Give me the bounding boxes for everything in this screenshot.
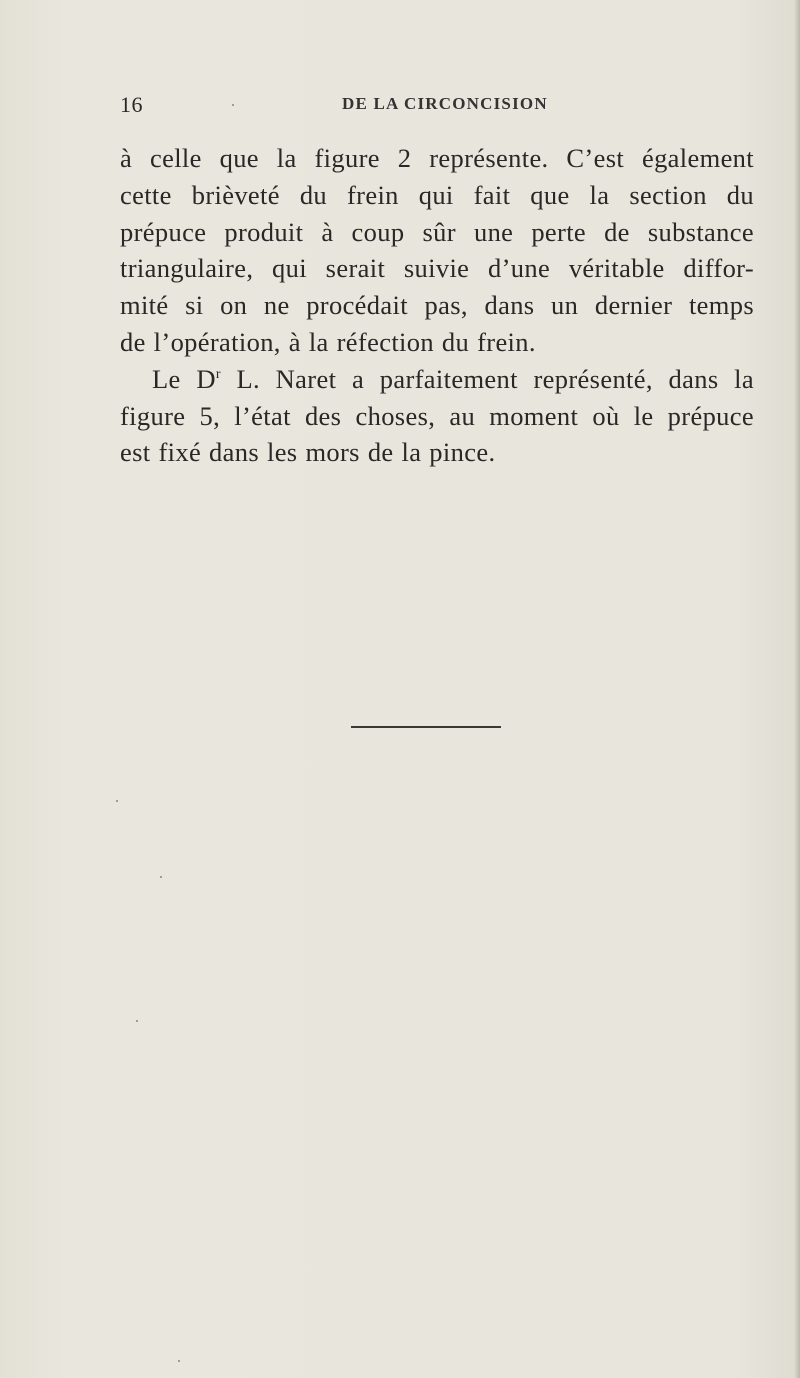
paper-speck (116, 800, 118, 802)
running-head: DE LA CIRCONCISION (342, 94, 548, 113)
paper-speck (178, 1360, 180, 1362)
text-line: à celle que la figure 2 représente. C’est également (120, 143, 754, 173)
superscript: r (215, 366, 221, 382)
text-line: est fixé dans les mors de la pince. (120, 437, 496, 468)
section-divider (351, 726, 501, 728)
page-header (120, 92, 752, 118)
paper-speck (232, 104, 234, 106)
paper-speck (160, 876, 162, 878)
text-line: cette brièveté du frein qui fait que la section du (120, 179, 754, 210)
text-fragment: Le D (152, 363, 216, 394)
page-edge-shadow (794, 0, 800, 1378)
text-line: de l’opération, à la réfection du frein. (120, 326, 536, 357)
text-line: mité si on ne procédait pas, dans un dernier temps (120, 290, 754, 321)
text-line: figure 5, l’état des choses, au moment où le prépuce (120, 400, 754, 431)
paper-speck (136, 1020, 138, 1022)
paragraph-1 (120, 140, 754, 361)
page-number: 16 (120, 92, 143, 117)
body-text (120, 140, 754, 471)
paragraph-2 (120, 361, 754, 471)
text-line: prépuce produit à coup sûr une perte de substance (120, 216, 754, 247)
text-fragment: L. Naret a parfaitement représenté, dans la (220, 363, 754, 394)
text-line (120, 361, 754, 398)
text-line: triangulaire, qui serait suivie d’une véritable diffor- (120, 253, 754, 284)
